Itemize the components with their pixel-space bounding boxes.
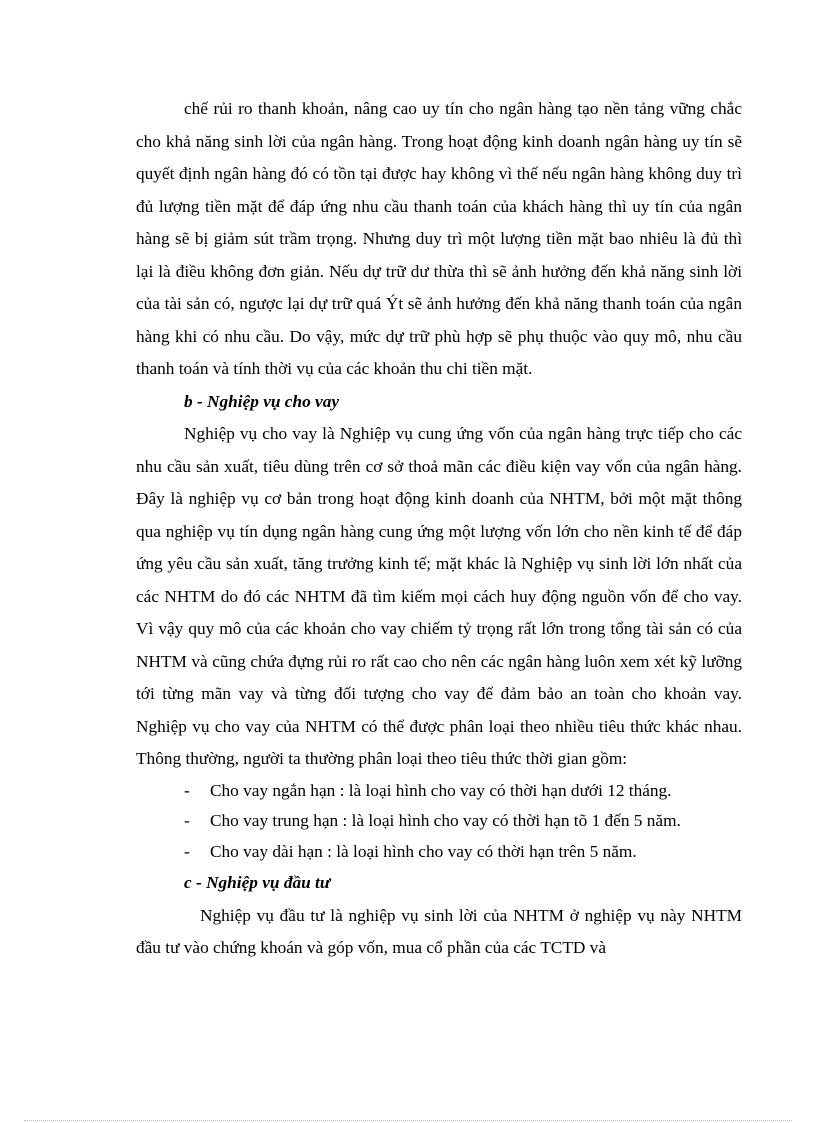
document-body <box>136 93 742 965</box>
bullet-dash: - <box>184 780 190 800</box>
list-item-text: Cho vay ngắn hạn : là loại hình cho vay có thời hạn dưới 12 tháng. <box>210 780 672 800</box>
list-item-text: Cho vay trung hạn : là loại hình cho vay có thời hạn tõ 1 đến 5 năm. <box>210 811 681 830</box>
section-c-paragraph: Nghiệp vụ đầu tư là nghiệp vụ sinh lời của NHTM ở nghiệp vụ này NHTM đầu tư vào chứng khoán và góp vốn, mua cổ phần của các TCTD và <box>136 905 742 957</box>
section-b-heading: b - Nghiệp vụ cho vay <box>184 391 340 411</box>
list-item-text: Cho vay dài hạn : là loại hình cho vay có thời hạn trên 5 năm. <box>210 841 637 861</box>
loan-types-list <box>136 776 742 868</box>
bullet-dash: - <box>184 811 190 830</box>
intro-paragraph: chế rủi ro thanh khoản, nâng cao uy tín cho ngân hàng tạo nền tảng vững chắc cho khả năng sinh lời của ngân hàng. Trong hoạt động kinh doanh ngân hàng uy tín sẽ quyết định ngân hàng đó có tồn tại được hay không vì thế nếu ngân hàng không duy trì đủ lượng tiền mặt để đáp ứng nhu cầu thanh toán của khách hàng thì uy tín của ngân hàng sẽ bị giảm sút trầm trọng. Nhưng duy trì một lượng tiền mặt bao nhiêu là đủ thì lại là điều không đơn giản. Nếu dự trữ dư thừa thì sẽ ảnh hưởng đến khả năng sinh lời của tài sản có, ngược lại dự trữ quá Ýt sẽ ảnh hưởng đến khả năng thanh toán của ngân hàng khi có nhu cầu. Do vậy, mức dự trữ phù hợp sẽ phụ thuộc vào quy mô, nhu cầu thanh toán và tính thời vụ của các khoản thu chi tiền mặt. <box>136 99 742 378</box>
section-b-paragraph: Nghiệp vụ cho vay là Nghiệp vụ cung ứng vốn của ngân hàng trực tiếp cho các nhu cầu sản xuất, tiêu dùng trên cơ sở thoả mãn các điều kiện vay vốn của ngân hàng. Đây là nghiệp vụ cơ bản trong hoạt động kinh doanh của NHTM, bởi một mặt thông qua nghiệp vụ tín dụng ngân hàng cung ứng một lượng vốn lớn cho nền kinh tế để đáp ứng yêu cầu sản xuất, tăng trưởng kinh tế; mặt khác là Nghiệp vụ sinh lời lớn nhất của các NHTM do đó các NHTM đã tìm kiếm mọi cách huy động nguồn vốn để cho vay. Vì vậy quy mô của các khoản cho vay chiếm tỷ trọng rất lớn trong tổng tài sản có của NHTM và cũng chứa đựng rủi ro rất cao cho nên các ngân hàng luôn xem xét kỹ lưỡng tới từng mãn vay và từng đối tượng cho vay để đảm bảo an toàn cho khoản vay. Nghiệp vụ cho vay của NHTM có thể được phân loại theo nhiều tiêu thức khác nhau. Thông thường, người ta thường phân loại theo tiêu thức thời gian gồm: <box>136 424 742 768</box>
list-item <box>136 806 742 837</box>
page-bottom-divider <box>24 1120 792 1121</box>
list-item <box>136 776 742 807</box>
list-item <box>136 837 742 868</box>
bullet-dash: - <box>184 841 190 861</box>
section-c-heading: c - Nghiệp vụ đầu tư <box>184 873 331 892</box>
